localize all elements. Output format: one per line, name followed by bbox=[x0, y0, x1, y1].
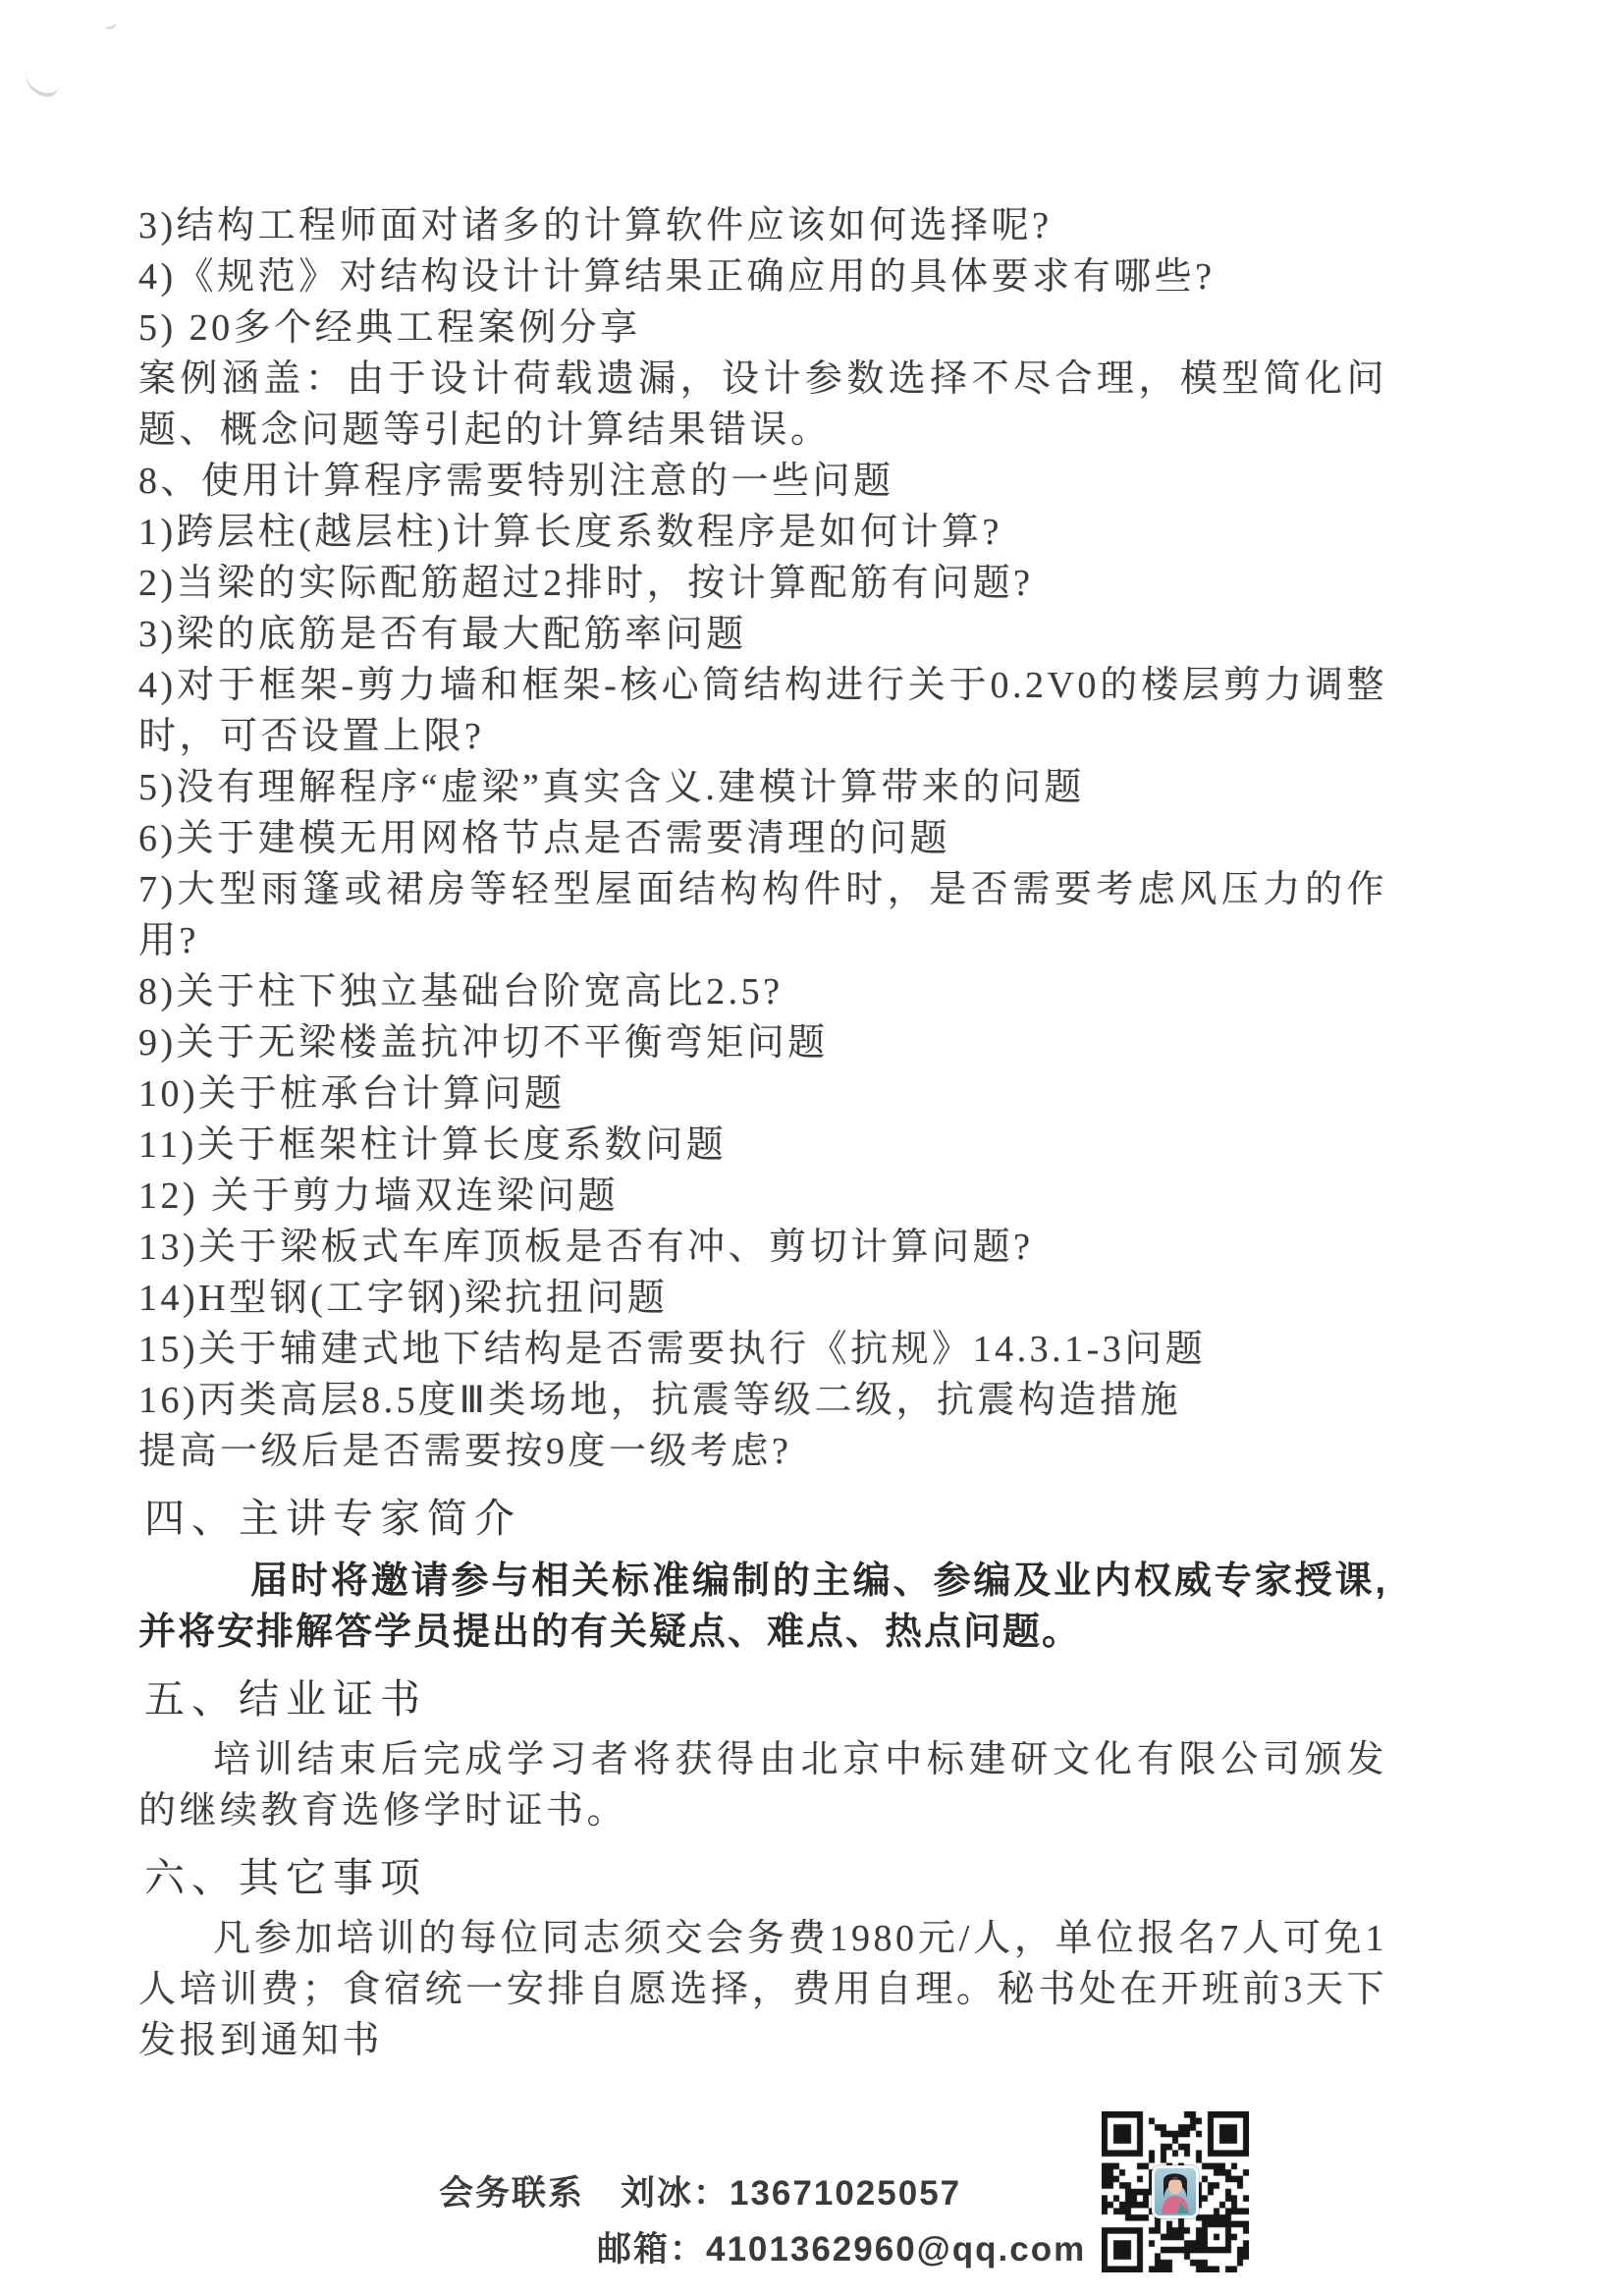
contact-line: 会务联系 刘冰：13671025057 bbox=[439, 2174, 962, 2213]
case-note: 案例涵盖：由于设计荷载遗漏，设计参数选择不尽合理，模型简化问题、概念问题等引起的计算结果错误。 bbox=[138, 358, 1387, 451]
section-paragraph: 培训结束后完成学习者将获得由北京中标建研文化有限公司颁发的继续教育选修学时证书。 bbox=[138, 1739, 1387, 1831]
list-item: 4)对于框架-剪力墙和框架-核心筒结构进行关于0.2V0的楼层剪力调整时，可否设置上限? bbox=[138, 665, 1387, 757]
wechat-qr-code bbox=[1102, 2111, 1249, 2272]
list-item: 14)H型钢(工字钢)梁抗扭问题 bbox=[138, 1278, 669, 1319]
scan-smudge bbox=[23, 65, 61, 98]
section-heading-certificate: 五、结业证书 bbox=[144, 1676, 427, 1722]
list-item: 5) 20多个经典工程案例分享 bbox=[138, 307, 641, 349]
list-item: 10)关于桩承台计算问题 bbox=[138, 1073, 566, 1115]
list-item-continuation: 提高一级后是否需要按9度一级考虑? bbox=[138, 1431, 792, 1472]
section-paragraph: 凡参加培训的每位同志须交会务费1980元/人，单位报名7人可免1人培训费；食宿统一安排自愿选择，费用自理。秘书处在开班前3天下发报到通知书 bbox=[138, 1918, 1387, 2061]
list-item: 8)关于柱下独立基础台阶宽高比2.5? bbox=[138, 971, 784, 1012]
list-item: 2)当梁的实际配筋超过2排时，按计算配筋有问题? bbox=[138, 563, 1034, 604]
list-item: 5)没有理解程序“虚梁”真实含义.建模计算带来的问题 bbox=[138, 767, 1085, 808]
list-item: 4)《规范》对结构设计计算结果正确应用的具体要求有哪些? bbox=[138, 256, 1216, 298]
section-paragraph: 届时将邀请参与相关标准编制的主编、参编及业内权威专家授课,并将安排解答学员提出的有关疑点、难点、热点问题。 bbox=[138, 1560, 1387, 1653]
topic-title: 8、使用计算程序需要特别注意的一些问题 bbox=[138, 461, 894, 502]
list-item: 7)大型雨篷或裙房等轻型屋面结构构件时，是否需要考虑风压力的作用? bbox=[138, 869, 1387, 961]
list-item: 12) 关于剪力墙双连梁问题 bbox=[138, 1175, 620, 1217]
list-item: 3)梁的底筋是否有最大配筋率问题 bbox=[138, 614, 747, 655]
qr-avatar bbox=[1152, 2165, 1199, 2218]
section-heading-other-matters: 六、其它事项 bbox=[144, 1855, 427, 1900]
section-heading-speakers: 四、主讲专家简介 bbox=[144, 1496, 521, 1541]
list-item: 16)丙类高层8.5度Ⅲ类场地，抗震等级二级，抗震构造措施 bbox=[138, 1380, 1181, 1421]
list-item: 1)跨层柱(越层柱)计算长度系数程序是如何计算? bbox=[138, 512, 1002, 553]
scan-smudge bbox=[102, 16, 117, 30]
list-item: 11)关于框架柱计算长度系数问题 bbox=[138, 1124, 728, 1166]
list-item: 6)关于建模无用网格节点是否需要清理的问题 bbox=[138, 818, 951, 859]
list-item: 13)关于梁板式车库顶板是否有冲、剪切计算问题? bbox=[138, 1227, 1034, 1268]
list-item: 15)关于辅建式地下结构是否需要执行《抗规》14.3.1-3问题 bbox=[138, 1329, 1207, 1370]
email-line: 邮箱：4101362960@qq.com bbox=[597, 2230, 1087, 2269]
list-item: 9)关于无梁楼盖抗冲切不平衡弯矩问题 bbox=[138, 1022, 829, 1064]
document-body bbox=[138, 200, 1387, 2066]
list-item: 3)结构工程师面对诸多的计算软件应该如何选择呢? bbox=[138, 205, 1053, 246]
